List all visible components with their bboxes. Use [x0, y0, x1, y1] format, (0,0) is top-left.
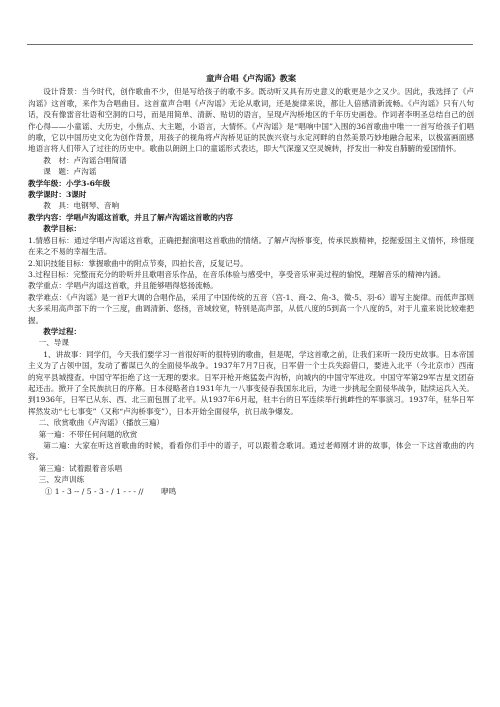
difficulty-paragraph: 教学难点：《卢沟谣》是一首F大调的合唱作品，采用了中国传统的五音（宫-1、商-2、角-3、徵-5、羽-6）谱写主旋律。而低声部则大多采用高声部下的一个三度，曲调清新、悠扬，音域较宽，特别是高声部，从低八度的5到高一个八度的5，对于儿童来说比较难把握。: [28, 292, 474, 325]
voice-training-heading: 三、发声训练: [38, 475, 85, 485]
teaching-content-line: 教学内容：学唱卢沟谣这首歌，并且了解卢沟谣这首歌的内容: [28, 212, 234, 222]
story-paragraph: 1、讲故事：同学们，今天我们要学习一首很好听的很特别的歌曲，但是呢，学这首歌之前，让我们来听一段历史故事。日本帝国主义为了占领中国，发动了蓄谋已久的全面侵华战争。1937年7月7日夜，日军借一个士兵失踪借口，要进入北平（今北京市）西南的宛平县城搜查。中国守军拒绝了这一无理的要求。日军开枪开炮猛轰卢沟桥，向城内的中国守军进攻。中国守军第29军吉星文团奋起还击。掀开了全民族抗日的序幕。日本侵略者自1931年九一八事变侵吞我国东北后，为进一步挑起全面侵华战争，陆续运兵入关。到1936年，日军已从东、西、北三面包围了北平。从1937年6月起，驻丰台的日军连续举行挑衅性的军事演习。1937年，驻华日军挥然发动“七七事变”（又称“卢沟桥事变”），日本开始全面侵华，抗日战争爆发。: [28, 349, 474, 416]
goal-process: 3.过程目标：完整而充分的聆听并且歌唱音乐作品，在音乐体验与感受中，享受音乐审美过程的愉悦，理解音乐的精神内涵。: [28, 269, 446, 279]
intro-heading: 一、导课: [38, 338, 69, 348]
listen-pass-3: 第三遍：试着跟着音乐唱: [38, 463, 123, 473]
goals-heading: 教学目标：: [43, 224, 82, 234]
design-background-paragraph: 设计背景：当今时代，创作歌曲不少，但是写给孩子的歌不多。既动听又具有历史意义的歌更是少之又少。因此，我选择了《卢沟谣》这首歌，来作为合唱曲目。这首童声合唱《卢沟谣》无论从歌词，还是旋律来说，都让人倍感清新流畅。《卢沟谣》只有八句话，没有像雷音壮语和空洞的口号，而是用简单、清新、贴切的语言，呈现卢沟桥地区的千年历史画卷。作词者李明圣总结自己的创作心得——小童谣、大历史，小焦点、大主题，小语言，大情怀。《卢沟谣》是“唱响中国”入围的36首歌曲中唯一一首写给孩子们唱的歌，它以中国历史文化为创作背景，用孩子的视角将卢沟桥见证的民族兴衰与永定河畔的自然美景巧妙地融合起来，以极富画面感地语言将人们带入了过往的历史中。歌曲以朗朗上口的童谣形式表达，即大气深邃又空灵婉转，抒发出一种发自肺腑的爱国情怀。: [28, 87, 474, 154]
goal-knowledge: 2.知识技能目标：掌握歌曲中的附点节奏，四拍长音，反复记号。: [28, 258, 248, 268]
appreciate-heading: 二、欣赏歌曲《卢沟谣》（播放三遍）: [38, 418, 164, 428]
header-rule: [27, 44, 473, 45]
topic-line: 课 题：卢沟谣: [43, 167, 97, 177]
process-heading: 教学过程：: [43, 326, 82, 336]
listen-pass-2: 第二遍：大家在听这首歌曲的时候，看看你们手中的谱子，可以跟着念歌词。通过老师刚才讲的故事，体会一下这首歌曲的内容。: [28, 441, 474, 462]
tools-line: 教 具：电钢琴、音响: [43, 201, 120, 211]
goal-emotion: 1.情感目标：通过学唱卢沟谣这首歌，正确把握演唱这首歌曲的情绪。了解卢沟桥事变，传承民族精神，挖掘爱国主义情怀，珍惜现在来之不易的幸福生活。: [28, 235, 474, 257]
material-line: 教 材：卢沟谣合唱简谱: [43, 155, 127, 165]
listen-pass-1: 第一遍：不带任何问题的欣赏: [38, 429, 138, 439]
grade-line: 教学年级：小学3-6年级: [28, 178, 111, 188]
document-title: 童声合唱《卢沟谣》教案: [205, 73, 297, 83]
hours-line: 教学课时：3课时: [28, 190, 87, 200]
document-body: [28, 73, 474, 497]
key-point-line: 教学重点：学唱卢沟谣这首歌，并且能够唱得悠扬流畅。: [28, 281, 218, 291]
voice-exercise-line: ① 1 - 3 -- / 5 - 3 - / 1 - - - // 咿鸣: [44, 486, 177, 496]
